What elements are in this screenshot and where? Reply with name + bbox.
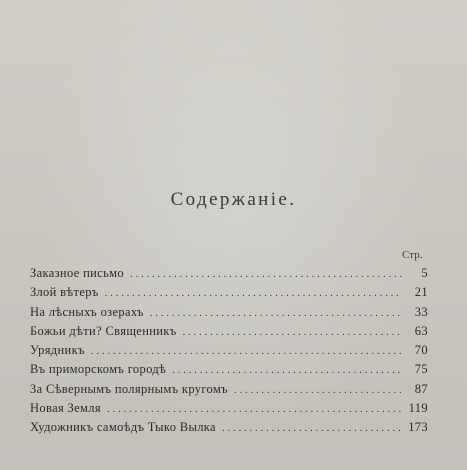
dot-leader [105,287,402,299]
toc-entry-page: 21 [414,285,428,300]
dot-leader [234,384,402,396]
toc-entry-title: За Сѣвернымъ полярнымъ кругомъ [30,381,228,396]
toc-entry [30,266,428,285]
toc-entry-title: Заказное письмо [30,266,124,280]
dot-leader [130,268,402,280]
toc-entry-title: Художникъ самоѣдъ Тыко Вылка [30,420,216,435]
toc-entry-page: 119 [408,401,428,416]
toc-entry-title: Новая Земля [30,401,101,416]
page-title: Содержанie. [170,189,297,210]
dot-leader [183,326,402,338]
toc-entry-title: Въ приморскомъ городѣ [30,362,167,377]
table-of-contents [30,266,428,440]
toc-entry-title: На лѣсныхъ озерахъ [30,304,144,319]
toc-entry-title: Божьи дѣти? Священникъ [30,323,177,338]
dot-leader [172,364,402,376]
toc-entry-page: 87 [414,381,428,396]
page-column-label: Стр. [402,249,423,261]
toc-entry [30,401,428,420]
dot-leader [150,307,402,319]
toc-entry [30,305,428,324]
dot-leader [107,403,402,415]
toc-entry-page: 70 [414,343,428,358]
toc-entry-title: Злой вѣтеръ [30,285,99,300]
toc-entry-title: Урядникъ [30,343,85,358]
toc-entry [30,420,428,439]
dot-leader [222,422,402,434]
toc-entry [30,382,428,401]
toc-entry [30,362,428,381]
toc-entry [30,285,428,304]
toc-entry-page: 33 [414,304,428,319]
dot-leader [91,345,402,357]
toc-entry-page: 63 [414,323,428,338]
toc-entry-page: 75 [414,362,428,377]
toc-entry [30,324,428,343]
toc-entry-page: 5 [421,266,428,280]
toc-entry [30,343,428,362]
toc-entry-page: 173 [408,420,428,435]
